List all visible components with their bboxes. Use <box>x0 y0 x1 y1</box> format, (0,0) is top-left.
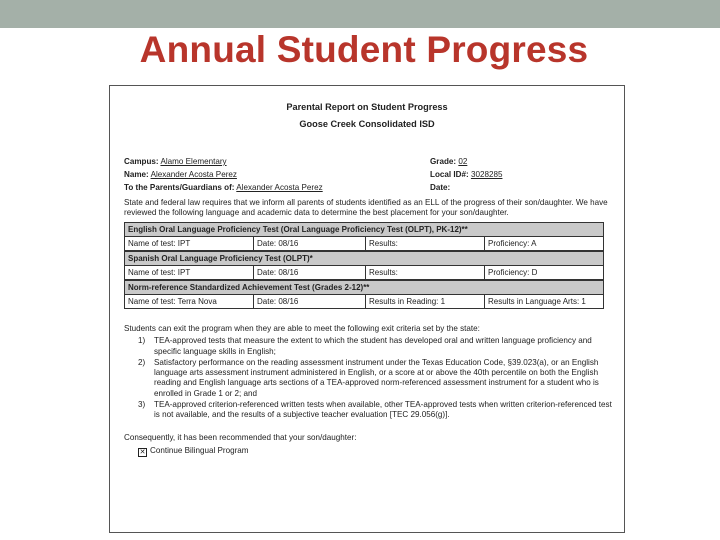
report-document <box>109 85 625 533</box>
campus-field <box>124 157 227 167</box>
criteria-text: Satisfactory performance on the reading assessment instrument under the Texas Education Code, §39.023(a), or an English language arts assessment instrument administered in English, or a score at or above the 40th percentile on both the English reading and English language arts sections of a TEA-approved norm-referenced assessment instrument for a student who is enrolled in Grade 1 or 2; and <box>154 357 599 398</box>
list-item <box>124 336 614 357</box>
table-header: Spanish Oral Language Proficiency Test (OLPT)* <box>125 252 604 266</box>
date-label: Date: <box>430 183 451 192</box>
table-header: English Oral Language Proficiency Test (Oral Language Proficiency Test (OLPT), PK-12)** <box>125 223 604 237</box>
criteria-number: 1) <box>138 336 146 346</box>
list-item <box>124 358 614 399</box>
test-proficiency-cell: Proficiency: D <box>485 266 604 280</box>
english-olpt-table <box>124 222 604 251</box>
test-name-cell: Name of test: IPT <box>125 266 254 280</box>
test-reading-cell: Results in Reading: 1 <box>366 295 485 309</box>
norm-reference-table <box>124 280 604 309</box>
spanish-olpt-table <box>124 251 604 280</box>
program-option <box>138 446 249 457</box>
program-label: Continue Bilingual Program <box>150 446 249 455</box>
exit-criteria-section <box>124 324 614 422</box>
test-name-cell: Name of test: Terra Nova <box>125 295 254 309</box>
grade-value: 02 <box>458 157 468 166</box>
test-proficiency-cell: Proficiency: A <box>485 237 604 251</box>
test-date-cell: Date: 08/16 <box>254 266 366 280</box>
name-label: Name: <box>124 170 149 179</box>
date-field <box>430 183 450 193</box>
district-name: Goose Creek Consolidated ISD <box>299 119 435 129</box>
grade-label: Grade: <box>430 157 457 166</box>
name-field <box>124 170 237 180</box>
campus-value: Alamo Elementary <box>160 157 227 166</box>
criteria-number: 3) <box>138 400 146 410</box>
test-date-cell: Date: 08/16 <box>254 237 366 251</box>
localid-label: Local ID#: <box>430 170 469 179</box>
intro-paragraph: State and federal law requires that we inform all parents of students identified as an ELL of the progress of their son/daughter. We have reviewed the following language and academic data to determine the best placement for your son/daughter. <box>124 198 608 218</box>
parents-field <box>124 183 323 193</box>
parents-label: To the Parents/Guardians of: <box>124 183 235 192</box>
test-date-cell: Date: 08/16 <box>254 295 366 309</box>
test-language-arts-cell: Results in Language Arts: 1 <box>485 295 604 309</box>
criteria-text: TEA-approved tests that measure the extent to which the student has developed oral and written language proficiency and specific language skills in English; <box>154 336 592 356</box>
checkbox-checked: ✕ <box>139 449 146 456</box>
criteria-number: 2) <box>138 357 146 367</box>
report-title: Parental Report on Student Progress <box>286 102 448 112</box>
localid-field <box>430 170 502 180</box>
test-name-cell: Name of test: IPT <box>125 237 254 251</box>
test-results-cell: Results: <box>366 266 485 280</box>
slide-title: Annual Student Progress <box>139 29 589 70</box>
list-item <box>124 400 614 421</box>
parents-value: Alexander Acosta Perez <box>236 183 323 192</box>
criteria-intro: Students can exit the program when they are able to meet the following exit criteria set by the state: <box>124 324 480 333</box>
name-value: Alexander Acosta Perez <box>150 170 237 179</box>
localid-value: 3028285 <box>470 170 503 179</box>
campus-label: Campus: <box>124 157 159 166</box>
table-header: Norm-reference Standardized Achievement Test (Grades 2-12)** <box>125 281 604 295</box>
recommendation-text: Consequently, it has been recommended that your son/daughter: <box>124 433 357 442</box>
criteria-list <box>124 336 614 420</box>
criteria-text: TEA-approved criterion-referenced written tests when available, other TEA-approved tests when written criterion-referenced test is not available, and the results of a subjective teacher evaluation [TEC 29.056(g)]. <box>154 400 612 420</box>
grade-field <box>430 157 467 167</box>
test-results-cell: Results: <box>366 237 485 251</box>
slide-top-bar <box>0 0 720 28</box>
